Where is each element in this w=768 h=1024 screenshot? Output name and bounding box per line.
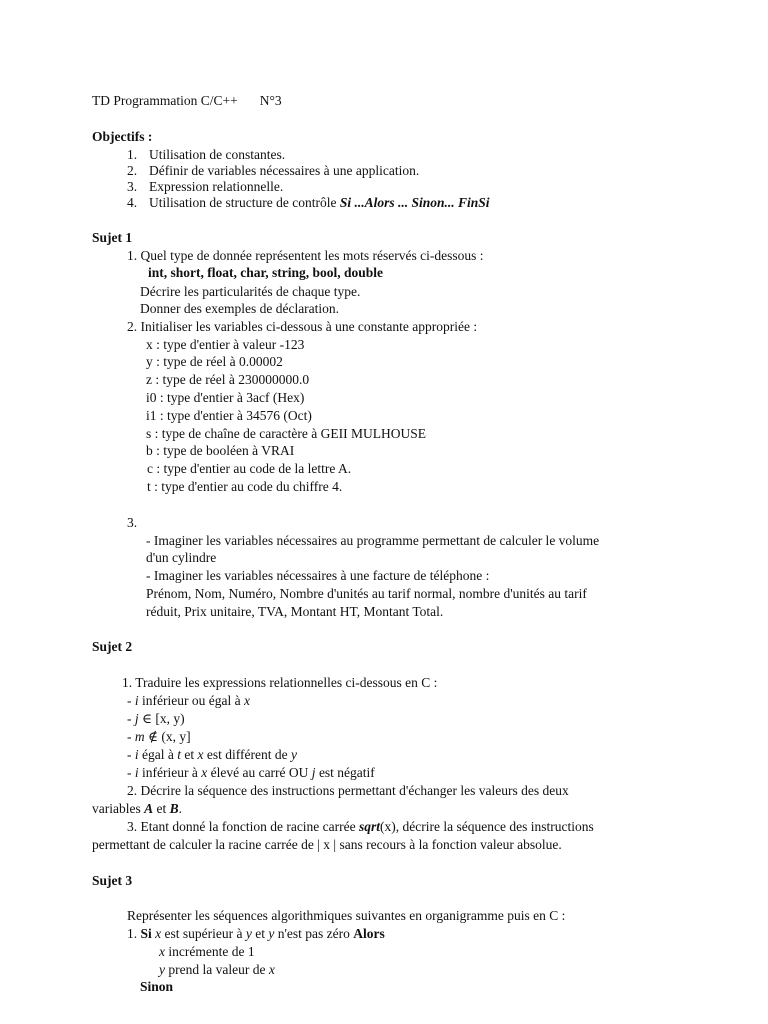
document-title	[92, 92, 282, 110]
algorithm-line: x incrémente de 1	[159, 944, 255, 959]
sujet1-q3-line: réduit, Prix unitaire, TVA, Montant HT, Montant Total.	[146, 604, 444, 619]
algorithm-line: y prend la valeur de x	[159, 962, 275, 977]
sujet1-question-1: 1. Quel type de donnée représentent les mots réservés ci-dessous :	[127, 248, 484, 263]
sujet2-question-1: 1. Traduire les expressions relationnelles ci-dessous en C :	[122, 675, 438, 690]
sujet1-q3-line: - Imaginer les variables nécessaires au programme permettant de calculer le volume	[146, 533, 600, 548]
variable-line: i0 : type d'entier à 3acf (Hex)	[146, 390, 305, 405]
expression-line: - i inférieur à x élevé au carré OU j est négatif	[127, 765, 375, 780]
sujet2-question-2-cont: variables A et B.	[92, 801, 183, 816]
sujet1-question-3-number: 3.	[127, 515, 138, 530]
variable-line: z : type de réel à 230000000.0	[146, 372, 310, 387]
variable-line: c : type d'entier au code de la lettre A.	[147, 461, 352, 476]
sujet2-question-2: 2. Décrire la séquence des instructions permettant d'échanger les valeurs des deux	[127, 783, 569, 798]
expression-line: - j ∈ [x, y)	[127, 711, 185, 726]
sujet1-q1-line3: Donner des exemples de déclaration.	[140, 301, 340, 316]
variable-line: s : type de chaîne de caractère à GEII MULHOUSE	[146, 426, 427, 441]
sujet1-q3-line: d'un cylindre	[146, 550, 217, 565]
sujet1-question-2: 2. Initialiser les variables ci-dessous à une constante appropriée :	[127, 319, 478, 334]
expression-line: - i égal à t et x est différent de y	[127, 747, 297, 762]
variable-line: i1 : type d'entier à 34576 (Oct)	[146, 408, 312, 423]
sujet1-q3-line: - Imaginer les variables nécessaires à une facture de téléphone :	[146, 568, 490, 583]
sujet3-intro: Représenter les séquences algorithmiques suivantes en organigramme puis en C :	[127, 908, 566, 923]
sujet1-heading: Sujet 1	[92, 230, 133, 245]
sujet1-q1-line2: Décrire les particularités de chaque type.	[140, 284, 361, 299]
title-text: TD Programmation C/C++	[92, 93, 238, 108]
objectif-item: 1. Utilisation de constantes.	[127, 147, 286, 162]
variable-line: t : type d'entier au code du chiffre 4.	[147, 479, 343, 494]
objectif-item: 2. Définir de variables nécessaires à une application.	[127, 163, 420, 178]
variable-line: b : type de booléen à VRAI	[146, 443, 295, 458]
sujet2-question-3-cont: permettant de calculer la racine carrée de | x | sans recours à la fonction valeur absolue.	[92, 837, 562, 852]
expression-line: - m ∉ (x, y]	[127, 729, 191, 744]
algorithm-sinon: Sinon	[140, 979, 174, 994]
sujet2-question-3: 3. Etant donné la fonction de racine carrée sqrt(x), décrire la séquence des instructions	[127, 819, 594, 834]
objectif-item: 3. Expression relationnelle.	[127, 179, 284, 194]
title-number: N°3	[259, 93, 282, 108]
sujet1-keywords: int, short, float, char, string, bool, double	[148, 265, 384, 280]
objectif-item: 4. Utilisation de structure de contrôle Si ...Alors ... Sinon... FinSi	[127, 195, 490, 210]
algorithm-line: 1. Si x est supérieur à y et y n'est pas zéro Alors	[127, 926, 385, 941]
variable-line: y : type de réel à 0.00002	[146, 354, 283, 369]
sujet1-q3-line: Prénom, Nom, Numéro, Nombre d'unités au tarif normal, nombre d'unités au tarif	[146, 586, 587, 601]
sujet3-heading: Sujet 3	[92, 873, 133, 888]
expression-line: - i inférieur ou égal à x	[127, 693, 250, 708]
objectifs-heading: Objectifs :	[92, 129, 153, 144]
variable-line: x : type d'entier à valeur -123	[146, 337, 305, 352]
sujet2-heading: Sujet 2	[92, 639, 133, 654]
